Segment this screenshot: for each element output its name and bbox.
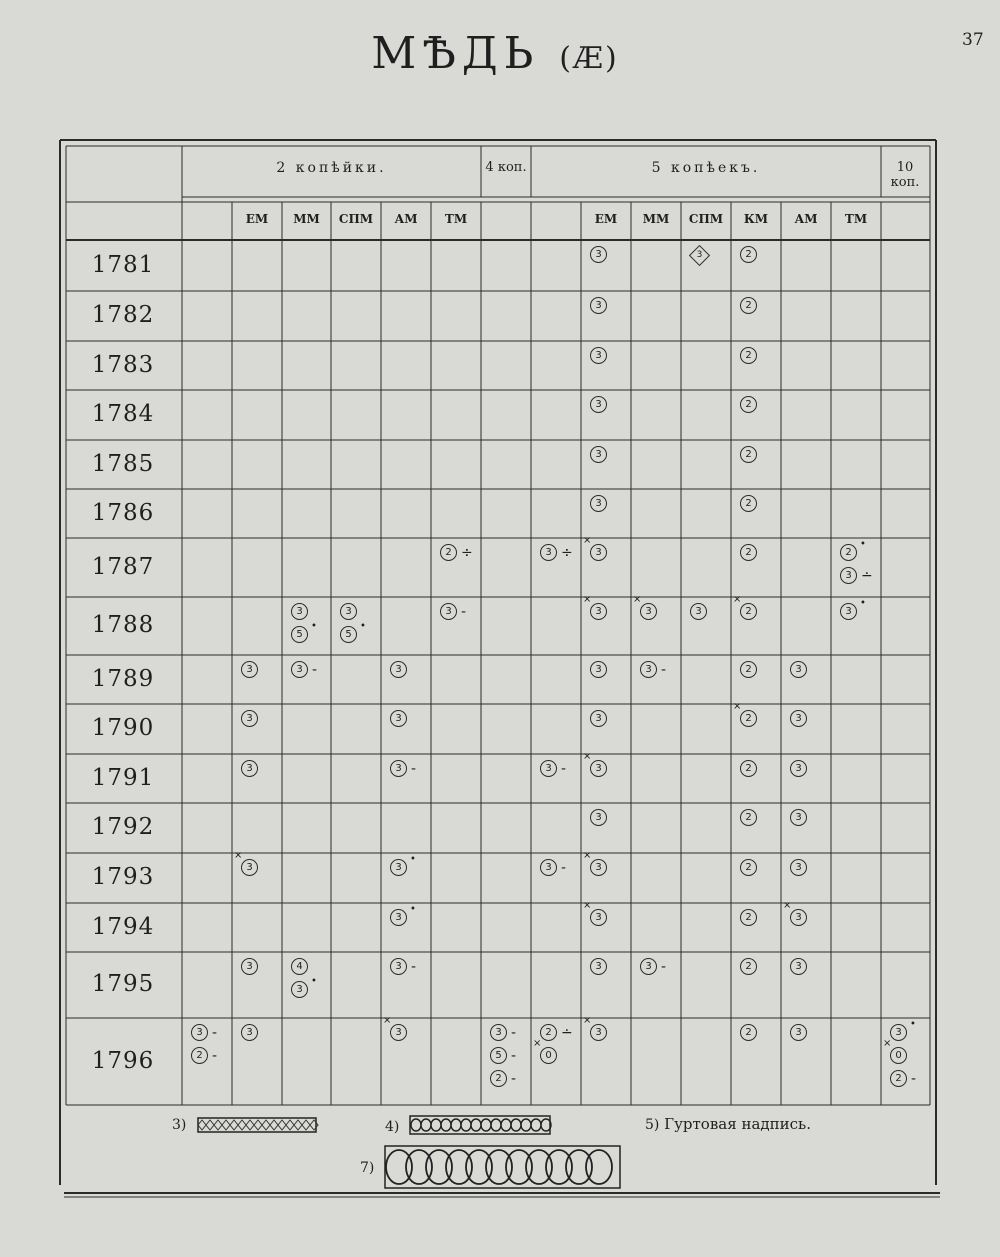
- footnote-1: [385, 1119, 399, 1135]
- cross-mark-icon: ×: [533, 1038, 542, 1049]
- mark-r5-c11-0: [740, 495, 757, 512]
- mark-r6-c13-1: [840, 567, 873, 584]
- year-1795: 1795: [91, 971, 155, 997]
- mark-r13-c4-0: [390, 904, 416, 926]
- mark-r3-c8-0: [590, 396, 607, 413]
- suffix-symbol: -: [511, 1047, 517, 1064]
- circled-number-icon: 3: [390, 1024, 407, 1041]
- mark-r10-c7-0: [540, 760, 566, 777]
- year-1786: 1786: [91, 499, 155, 526]
- footnote-3: [360, 1160, 374, 1176]
- suffix-symbol: -: [511, 1070, 517, 1087]
- diamond-mark-icon: 3: [689, 245, 710, 266]
- mark-r8-c8-0: [590, 661, 607, 678]
- circled-number-icon: 2: [740, 809, 757, 826]
- circled-number-icon: 2: [740, 710, 757, 727]
- mark-r8-c4-0: [390, 661, 407, 678]
- circled-number-icon: 2: [540, 1024, 557, 1041]
- mark-r14-c12-0: [790, 958, 807, 975]
- circled-number-icon: 2: [740, 446, 757, 463]
- cross-mark-icon: ×: [783, 900, 792, 911]
- footnote-number: 5): [645, 1117, 660, 1133]
- mark-r15-c1-0: [241, 1024, 258, 1041]
- circled-number-icon: 3: [191, 1024, 208, 1041]
- year-1790: 1790: [91, 715, 155, 741]
- mark-r13-c8-0: [583, 900, 607, 926]
- circled-number-icon: 3: [241, 760, 258, 777]
- mark-r12-c7-0: [540, 859, 566, 876]
- cross-mark-icon: ×: [633, 594, 642, 605]
- circled-number-icon: 3: [790, 958, 807, 975]
- mark-r6-c8-0: [583, 535, 607, 561]
- mark-r5-c8-0: [590, 495, 607, 512]
- circled-number-icon: 3: [840, 567, 857, 584]
- edge-pattern-4-icon: [410, 1116, 551, 1134]
- circled-number-icon: 2: [740, 347, 757, 364]
- mint-header-5: ТМ: [444, 212, 468, 226]
- dot-symbol: •: [860, 539, 866, 550]
- mark-r10-c11-0: [740, 760, 757, 777]
- mark-r7-c9-0: [633, 594, 657, 620]
- mark-r0-c11-0: [740, 246, 757, 263]
- mark-r15-c6-1: [490, 1047, 516, 1064]
- circled-number-icon: 3: [241, 710, 258, 727]
- circled-number-icon: 3: [390, 710, 407, 727]
- footnote-0: [172, 1117, 186, 1133]
- mint-header-10: СПМ: [688, 212, 724, 226]
- suffix-symbol: -: [511, 1024, 517, 1041]
- circled-number-icon: 3: [590, 809, 607, 826]
- mark-r15-c0-0: [191, 1024, 217, 1041]
- suffix-symbol: -: [212, 1024, 218, 1041]
- footnote-2: [645, 1115, 811, 1133]
- mark-r4-c8-0: [590, 446, 607, 463]
- suffix-symbol: -: [911, 1070, 917, 1087]
- mint-header-12: АМ: [794, 212, 818, 226]
- circled-number-icon: 3: [640, 958, 657, 975]
- mark-r1-c11-0: [740, 297, 757, 314]
- dot-symbol: •: [410, 854, 416, 865]
- mark-r6-c7-0: [540, 544, 573, 561]
- mark-r13-c12-0: [783, 900, 807, 926]
- circled-number-icon: 2: [490, 1070, 507, 1087]
- mark-r2-c8-0: [590, 347, 607, 364]
- mark-r10-c12-0: [790, 760, 807, 777]
- circled-number-icon: 3: [390, 760, 407, 777]
- mark-r15-c14-0: [890, 1019, 916, 1041]
- year-1788: 1788: [91, 612, 155, 638]
- circled-number-icon: 5: [490, 1047, 507, 1064]
- circled-number-icon: 2: [840, 544, 857, 561]
- mint-header-8: ЕМ: [594, 212, 618, 226]
- mark-r15-c4-0: [383, 1015, 407, 1041]
- circled-number-icon: 3: [390, 958, 407, 975]
- footnote-number: 4): [385, 1119, 400, 1135]
- mark-r7-c2-0: [291, 603, 308, 620]
- mark-r15-c8-0: [583, 1015, 607, 1041]
- cross-mark-icon: ×: [234, 850, 243, 861]
- circled-number-icon: 3: [590, 297, 607, 314]
- suffix-symbol: -: [661, 958, 667, 975]
- title-metal: МѢДЬ: [371, 28, 540, 79]
- circled-number-icon: 3: [291, 603, 308, 620]
- mark-r15-c0-1: [191, 1047, 217, 1064]
- mark-r6-c13-0: [840, 539, 866, 561]
- suffix-symbol: ∸: [561, 1024, 573, 1041]
- cross-mark-icon: ×: [883, 1038, 892, 1049]
- suffix-symbol: -: [312, 661, 318, 678]
- circled-number-icon: 0: [890, 1047, 907, 1064]
- mark-r15-c6-2: [490, 1070, 516, 1087]
- year-1784: 1784: [91, 401, 155, 427]
- mark-r7-c11-0: [733, 594, 757, 620]
- circled-number-icon: 2: [740, 859, 757, 876]
- circled-number-icon: 2: [740, 544, 757, 561]
- circled-number-icon: 3: [241, 661, 258, 678]
- mint-header-4: АМ: [394, 212, 418, 226]
- suffix-symbol: -: [411, 958, 417, 975]
- mark-r0-c8-0: [590, 246, 607, 263]
- circled-number-icon: 3: [241, 958, 258, 975]
- mark-r12-c11-0: [740, 859, 757, 876]
- circled-number-icon: 3: [241, 1024, 258, 1041]
- year-1783: 1783: [91, 351, 155, 378]
- year-1787: 1787: [91, 553, 155, 580]
- cross-mark-icon: ×: [583, 1015, 592, 1026]
- dot-symbol: •: [410, 904, 416, 915]
- mark-r14-c8-0: [590, 958, 607, 975]
- edge-pattern-7-icon: [385, 1146, 620, 1188]
- suffix-symbol: ÷: [561, 544, 573, 561]
- circled-number-icon: 2: [740, 246, 757, 263]
- circled-number-icon: 2: [740, 760, 757, 777]
- mint-header-11: КМ: [743, 212, 769, 226]
- mark-r2-c11-0: [740, 347, 757, 364]
- circled-number-icon: 2: [740, 297, 757, 314]
- circled-number-icon: 3: [241, 859, 258, 876]
- mark-r7-c3-0: [340, 603, 357, 620]
- mark-r15-c7-1: [533, 1038, 557, 1064]
- mark-r10-c1-0: [241, 760, 258, 777]
- mark-r12-c1-0: [234, 850, 258, 876]
- circled-number-icon: 2: [440, 544, 457, 561]
- mark-r9-c8-0: [590, 710, 607, 727]
- group-header-3: 10 коп.: [890, 160, 920, 190]
- circled-number-icon: 3: [640, 603, 657, 620]
- mark-r7-c13-0: [840, 598, 866, 620]
- circled-number-icon: 3: [790, 909, 807, 926]
- circled-number-icon: 2: [740, 603, 757, 620]
- year-1789: 1789: [91, 665, 155, 692]
- circled-number-icon: 3: [540, 859, 557, 876]
- dot-symbol: •: [360, 621, 366, 632]
- mark-r15-c12-0: [790, 1024, 807, 1041]
- circled-number-icon: 3: [390, 661, 407, 678]
- mark-r9-c11-0: [733, 701, 757, 727]
- edge-pattern-3-icon: [198, 1118, 318, 1132]
- circled-number-icon: 3: [440, 603, 457, 620]
- group-header-0: 2 копѣйки.: [276, 160, 387, 176]
- mark-r11-c8-0: [590, 809, 607, 826]
- suffix-symbol: -: [411, 760, 417, 777]
- mark-r3-c11-0: [740, 396, 757, 413]
- circled-number-icon: 3: [590, 396, 607, 413]
- mark-r8-c9-0: [640, 661, 666, 678]
- dot-symbol: •: [860, 598, 866, 609]
- year-1794: 1794: [91, 913, 155, 940]
- circled-number-icon: 3: [540, 544, 557, 561]
- mark-r9-c1-0: [241, 710, 258, 727]
- footnote-number: 7): [360, 1160, 375, 1176]
- dot-symbol: •: [311, 976, 317, 987]
- mint-header-9: ММ: [642, 212, 670, 226]
- mark-r14-c9-0: [640, 958, 666, 975]
- year-1791: 1791: [91, 764, 155, 791]
- mark-r14-c11-0: [740, 958, 757, 975]
- mark-r12-c4-0: [390, 854, 416, 876]
- mark-r4-c11-0: [740, 446, 757, 463]
- circled-number-icon: 3: [590, 544, 607, 561]
- circled-number-icon: 3: [590, 603, 607, 620]
- circled-number-icon: 3: [390, 859, 407, 876]
- circled-number-icon: 3: [590, 246, 607, 263]
- circled-number-icon: 3: [790, 809, 807, 826]
- circled-number-icon: 3: [490, 1024, 507, 1041]
- circled-number-icon: 3: [291, 661, 308, 678]
- mark-r0-c10-0: [690, 246, 709, 265]
- mark-r10-c4-0: [390, 760, 416, 777]
- circled-number-icon: 3: [590, 495, 607, 512]
- cross-mark-icon: ×: [583, 850, 592, 861]
- circled-number-icon: 3: [790, 760, 807, 777]
- mark-r15-c7-0: [540, 1024, 573, 1041]
- circled-number-icon: 3: [590, 760, 607, 777]
- circled-number-icon: 4: [291, 958, 308, 975]
- circled-number-icon: 2: [740, 909, 757, 926]
- circled-number-icon: 2: [890, 1070, 907, 1087]
- circled-number-icon: 3: [590, 347, 607, 364]
- circled-number-icon: 3: [590, 909, 607, 926]
- circled-number-icon: 3: [590, 661, 607, 678]
- mark-r8-c11-0: [740, 661, 757, 678]
- circled-number-icon: 3: [790, 710, 807, 727]
- circled-number-icon: 2: [191, 1047, 208, 1064]
- mark-r7-c5-0: [440, 603, 466, 620]
- circled-number-icon: 3: [590, 710, 607, 727]
- mark-r12-c12-0: [790, 859, 807, 876]
- cross-mark-icon: ×: [583, 535, 592, 546]
- cross-mark-icon: ×: [383, 1015, 392, 1026]
- circled-number-icon: 3: [590, 958, 607, 975]
- mark-r12-c8-0: [583, 850, 607, 876]
- mark-r11-c12-0: [790, 809, 807, 826]
- mark-r8-c1-0: [241, 661, 258, 678]
- mark-r8-c2-0: [291, 661, 317, 678]
- circled-number-icon: 5: [340, 626, 357, 643]
- cross-mark-icon: ×: [583, 900, 592, 911]
- mark-r9-c12-0: [790, 710, 807, 727]
- mark-r8-c12-0: [790, 661, 807, 678]
- footnote-text: Гуртовая надпись.: [659, 1115, 811, 1133]
- suffix-symbol: -: [212, 1047, 218, 1064]
- year-1796: 1796: [91, 1047, 155, 1074]
- suffix-symbol: ÷: [461, 544, 473, 561]
- year-1792: 1792: [91, 814, 155, 840]
- circled-number-icon: 3: [640, 661, 657, 678]
- circled-number-icon: 3: [790, 661, 807, 678]
- dot-symbol: •: [311, 621, 317, 632]
- circled-number-icon: 3: [540, 760, 557, 777]
- mark-r7-c2-1: [291, 621, 317, 643]
- circled-number-icon: 3: [890, 1024, 907, 1041]
- suffix-symbol: -: [661, 661, 667, 678]
- circled-number-icon: 3: [590, 1024, 607, 1041]
- mark-r14-c1-0: [241, 958, 258, 975]
- mark-r14-c4-0: [390, 958, 416, 975]
- circled-number-icon: 3: [690, 603, 707, 620]
- year-1785: 1785: [91, 450, 155, 477]
- title-alloy: (Æ): [559, 41, 619, 76]
- mark-r9-c4-0: [390, 710, 407, 727]
- mint-header-13: ТМ: [844, 212, 868, 226]
- circled-number-icon: 2: [740, 1024, 757, 1041]
- circled-number-icon: 3: [790, 859, 807, 876]
- cross-mark-icon: ×: [733, 594, 742, 605]
- circled-number-icon: 3: [790, 1024, 807, 1041]
- circled-number-icon: 0: [540, 1047, 557, 1064]
- cross-mark-icon: ×: [583, 751, 592, 762]
- suffix-symbol: -: [561, 760, 567, 777]
- circled-number-icon: 2: [740, 396, 757, 413]
- suffix-symbol: -: [461, 603, 467, 620]
- cross-mark-icon: ×: [583, 594, 592, 605]
- mint-header-2: ММ: [293, 212, 320, 226]
- mark-r11-c11-0: [740, 809, 757, 826]
- mark-r15-c6-0: [490, 1024, 516, 1041]
- year-1782: 1782: [91, 302, 155, 328]
- circled-number-icon: 3: [390, 909, 407, 926]
- mark-r15-c14-2: [890, 1070, 916, 1087]
- mark-r7-c8-0: [583, 594, 607, 620]
- group-header-2: 5 копѣекъ.: [651, 160, 761, 176]
- mark-r15-c11-0: [740, 1024, 757, 1041]
- mark-r7-c3-1: [340, 621, 366, 643]
- year-1781: 1781: [91, 251, 155, 278]
- circled-number-icon: 2: [740, 661, 757, 678]
- mark-r1-c8-0: [590, 297, 607, 314]
- mark-r14-c2-1: [291, 976, 317, 998]
- mint-header-1: ЕМ: [245, 212, 269, 226]
- circled-number-icon: 3: [340, 603, 357, 620]
- circled-number-icon: 3: [590, 446, 607, 463]
- mark-r10-c8-0: [583, 751, 607, 777]
- circled-number-icon: 2: [740, 958, 757, 975]
- year-1793: 1793: [91, 864, 155, 890]
- circled-number-icon: 3: [590, 859, 607, 876]
- circled-number-icon: 2: [740, 495, 757, 512]
- page-number: 37: [962, 30, 984, 50]
- mark-r6-c11-0: [740, 544, 757, 561]
- dot-symbol: •: [910, 1019, 916, 1030]
- mark-r7-c10-0: [690, 603, 707, 620]
- suffix-symbol: -: [561, 859, 567, 876]
- cross-mark-icon: ×: [733, 701, 742, 712]
- mark-r15-c14-1: [883, 1038, 907, 1064]
- circled-number-icon: 5: [291, 626, 308, 643]
- mint-header-3: СПМ: [338, 212, 374, 226]
- mark-r14-c2-0: [291, 958, 308, 975]
- mark-r6-c5-0: [440, 544, 473, 561]
- group-header-1: 4 коп.: [485, 160, 527, 175]
- circled-number-icon: 3: [291, 981, 308, 998]
- circled-number-icon: 3: [840, 603, 857, 620]
- mark-r13-c11-0: [740, 909, 757, 926]
- suffix-symbol: ∸: [861, 567, 873, 584]
- footnote-number: 3): [172, 1117, 187, 1133]
